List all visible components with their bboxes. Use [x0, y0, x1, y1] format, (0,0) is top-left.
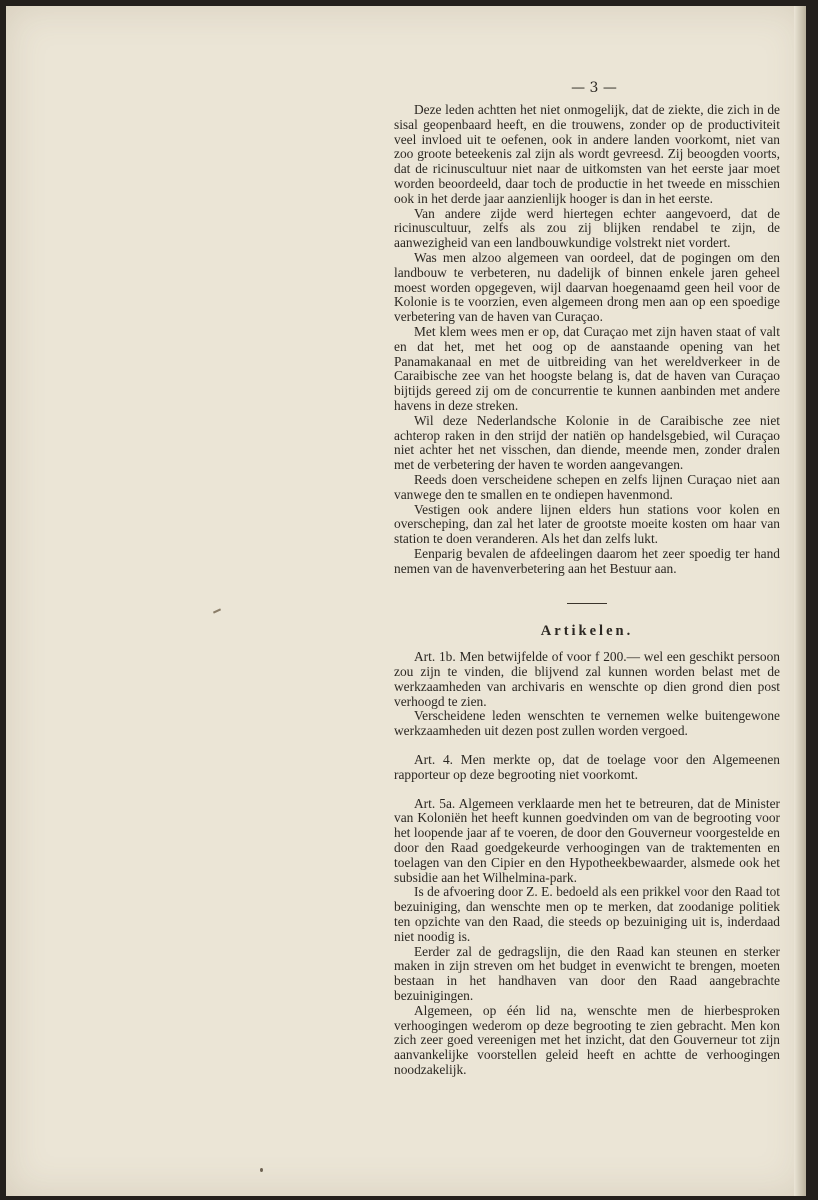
article-1b-paragraph: Art. 1b. Men betwijfelde of voor f 200.— wel een geschikt persoon zou zijn te vinden, die blijvend zal kunnen worden belast met de werkzaamheden van archivaris en wenschte op dien grond dien post verhoogd te zien.: [394, 649, 780, 709]
paragraph-caribbean-colony: Wil deze Nederlandsche Kolonie in de Caraibische zee niet achterop raken in den strijd der natiën op handelsgebied, wil Curaçao niet achter het net visschen, dan diende, meende men, zonder dralen met de verbetering der haven te worden aangevangen.: [394, 412, 780, 473]
stray-ink-dot: [260, 1168, 263, 1172]
stray-pencil-mark: [213, 608, 221, 613]
page-edge-shadow: [794, 6, 806, 1196]
paragraph-curacao-harbour: Met klem wees men er op, dat Curaçao met zijn haven staat of valt en dat het, met het oog op de aanstaande opening van het Panamakanaal en met de uitbreiding van het wereldverkeer in de Caraibische zee van het hoogste belang is, dat de haven van Curaçao bijtijds gereed zij om de concurrentie te kunnen aanbinden met andere havens in deze streken.: [394, 323, 780, 413]
article-5a-paragraph: Eerder zal de gedragslijn, die den Raad kan steunen en sterker maken in zijn streven om het budget in evenwicht te brengen, moeten bestaan in het handhaven van door den Raad aangebrachte bezuinigingen.: [394, 943, 780, 1004]
article-4-paragraph: Art. 4. Men merkte op, dat de toelage voor den Algemeenen rapporteur op deze begrooting niet voorkomt.: [394, 752, 780, 782]
paragraph-agriculture-harbour: Was men alzoo algemeen van oordeel, dat de pogingen om den landbouw te verbeteren, nu dadelijk of binnen enkele jaren geheel moest worden opgegeven, wijl daarvan hoegenaamd geen heil voor de Kolonie is te voorzien, even algemeen drong men aan op een spoedige verbetering van de haven van Curaçao.: [394, 249, 780, 325]
article-5a-paragraph: Algemeen, op één lid na, wenschte men de hierbesproken verhoogingen wederom op deze begrooting te zien gebracht. Men kon zich zeer goed vereenigen met het inzicht, dat den Gouverneur tot zijn aanvankelijke voorstellen geleid heeft en achtte de verhoogingen noodzakelijk.: [394, 1002, 780, 1078]
article-1b-paragraph: Verscheidene leden wenschten te vernemen welke buitengewone werkzaamheden uit dezen post zullen worden vergoed.: [394, 708, 780, 739]
page-number: — 3 —: [571, 80, 617, 96]
section-heading: Artikelen.: [540, 622, 634, 639]
paragraph-unanimous: Eenparig bevalen de afdeelingen daarom het zeer spoedig ter hand nemen van de havenverbetering aan het Bestuur aan.: [394, 545, 780, 576]
paragraph-disease-sisal: Deze leden achtten het niet onmogelijk, dat de ziekte, die zich in de sisal geopenbaard heeft, en die trouwens, zonder op de productiviteit veel invloed uit te oefenen, ook in andere landen voorkomt, niet van zoo groote beteekenis zal zijn als wordt gevreesd. Zij beoogden voorts, dat de ricinuscultuur niet naar de uitkomsten van het eerste jaar moet worden beoordeeld, daar toch de productie in het tweede en misschien ook in het derde jaar aanzienlijk hooger is dan in het eerste.: [394, 102, 780, 206]
article-5a-paragraph: Art. 5a. Algemeen verklaarde men het te betreuren, dat de Minister van Koloniën het heeft kunnen goedvinden om van de begrooting voor het loopende jaar af te voeren, de door den Gouverneur voorgestelde en door den Raad goedgekeurde verhoogingen van de traktementen en toelagen van den Cipier en den Hypotheekbewaarder, alsmede ook het subsidie aan het Wilhelmina-park.: [394, 795, 780, 885]
text-column: [394, 103, 780, 1078]
paragraph-other-lines: Vestigen ook andere lijnen elders hun stations voor kolen en overscheping, dan zal het later de grootste moeite kosten om haar van station te doen veranderen. Als het dan zelfs lukt.: [394, 501, 780, 547]
paragraph-other-side: Van andere zijde werd hiertegen echter aangevoerd, dat de ricinuscultuur, zelfs als zou zij blijken rendabel te zijn, de aanwezigheid van een landbouwkundige volstrekt niet vordert.: [394, 205, 780, 251]
section-divider: [567, 603, 607, 604]
paragraph-ships-avoid: Reeds doen verscheidene schepen en zelfs lijnen Curaçao niet aan vanwege den te smallen en te ondiepen havenmond.: [394, 471, 780, 502]
article-5a-paragraph: Is de afvoering door Z. E. bedoeld als een prikkel voor den Raad tot bezuiniging, dan wenschte men op te merken, dat zoodanige politiek ten opzichte van den Raad, die steeds op bezuiniging uit is, inderdaad niet noodig is.: [394, 884, 780, 944]
